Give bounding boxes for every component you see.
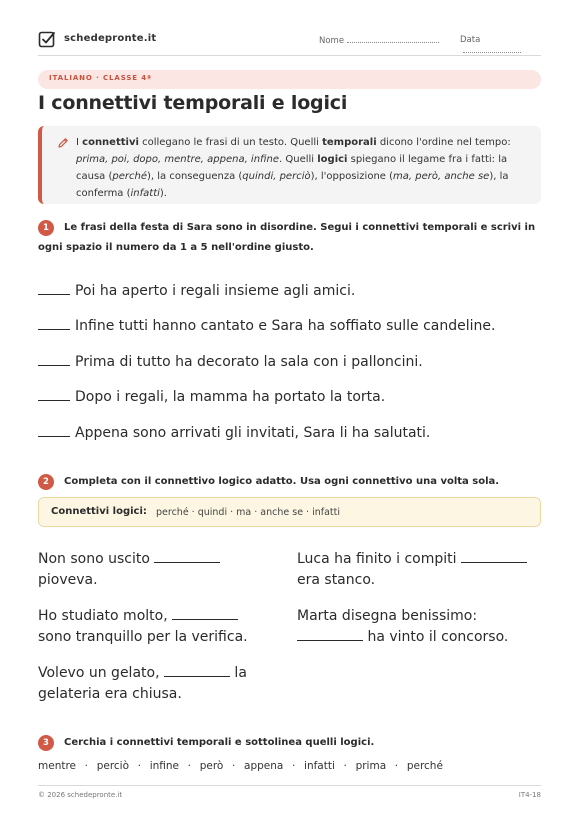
order-blank[interactable] [38, 424, 70, 437]
fill-blank[interactable] [154, 550, 220, 563]
exercise-3-number: 3 [38, 735, 54, 751]
fill-sentence-4: Marta disegna benissimo: ha vinto il concorso. [297, 608, 509, 645]
word-bank-words: perché · quindi · ma · anche se · infatti [156, 507, 341, 518]
order-item: Poi ha aperto i regali insieme agli amici. [38, 282, 558, 304]
intro-box [38, 126, 541, 204]
order-item: Prima di tutto ha decorato la sala con i palloncini. [38, 353, 558, 375]
exercise-1-instruction: Le frasi della festa di Sara sono in disordine. Segui i connettivi temporali e scrivi in ogni spazio il numero da 1 a 5 nell'ordine giusto. [38, 222, 536, 253]
order-blank[interactable] [38, 388, 70, 401]
subject-tag [38, 70, 541, 89]
fill-blank[interactable] [164, 664, 230, 677]
date-line [463, 45, 521, 53]
exercise-2-instruction: Completa con il connettivo logico adatto. Usa ogni connettivo una volta sola. [64, 476, 500, 487]
site-name: schedepronte.it [64, 33, 157, 44]
order-item: Appena sono arrivati gli invitati, Sara li ha salutati. [38, 424, 558, 446]
fill-sentence-3: Ho studiato molto, sono tranquillo per la verifica. [38, 608, 248, 645]
subject-tag-label: ITALIANO · CLASSE 4ª [49, 74, 152, 82]
name-field[interactable] [319, 35, 439, 46]
order-blank[interactable] [38, 353, 70, 366]
order-item: Dopo i regali, la mamma ha portato la torta. [38, 388, 558, 410]
word-bank [38, 497, 541, 527]
footer-copyright: © 2026 schedepronte.it [38, 791, 123, 799]
connective-words-list[interactable]: mentre · perciò · infine · però · appena · infatti · prima · perché [38, 760, 443, 772]
page-footer [38, 785, 541, 799]
word-bank-label: Connettivi logici: [51, 506, 147, 517]
fill-blank[interactable] [461, 550, 527, 563]
footer-code: IT4-18 [518, 791, 541, 799]
date-label: Data [460, 35, 481, 45]
checkbox-logo-icon [38, 30, 56, 48]
order-blank[interactable] [38, 282, 70, 295]
page-title: I connettivi temporali e logici [38, 92, 348, 114]
order-item: Infine tutti hanno cantato e Sara ha soffiato sulle candeline. [38, 317, 558, 339]
fill-sentence-2: Luca ha finito i compiti era stanco. [297, 549, 547, 591]
fill-blank[interactable] [172, 607, 238, 620]
page-header [38, 30, 541, 56]
exercise-1-number: 1 [38, 220, 54, 236]
date-field[interactable] [460, 35, 541, 56]
intro-text: I connettivi collegano le frasi di un testo. Quelli temporali dicono l'ordine nel tempo: prima, poi, dopo, mentre, appena, infine. Quelli logici spiegano il legame fra i fatti: la causa (perché), la conseguenza (quindi, perciò), l'opposizione (ma, però, anche se), la conferma (infatti). [76, 137, 511, 199]
name-line [347, 35, 439, 43]
exercise-3-instruction: Cerchia i connettivi temporali e sottolinea quelli logici. [64, 737, 375, 748]
name-label: Nome [319, 36, 345, 46]
exercise-2-number: 2 [38, 474, 54, 490]
fill-sentence-5: Volevo un gelato, la gelateria era chiusa. [38, 665, 247, 702]
order-blank[interactable] [38, 317, 70, 330]
fill-sentence-1: Non sono uscito pioveva. [38, 549, 288, 591]
pencil-icon [57, 137, 69, 149]
fill-blank[interactable] [297, 628, 363, 641]
